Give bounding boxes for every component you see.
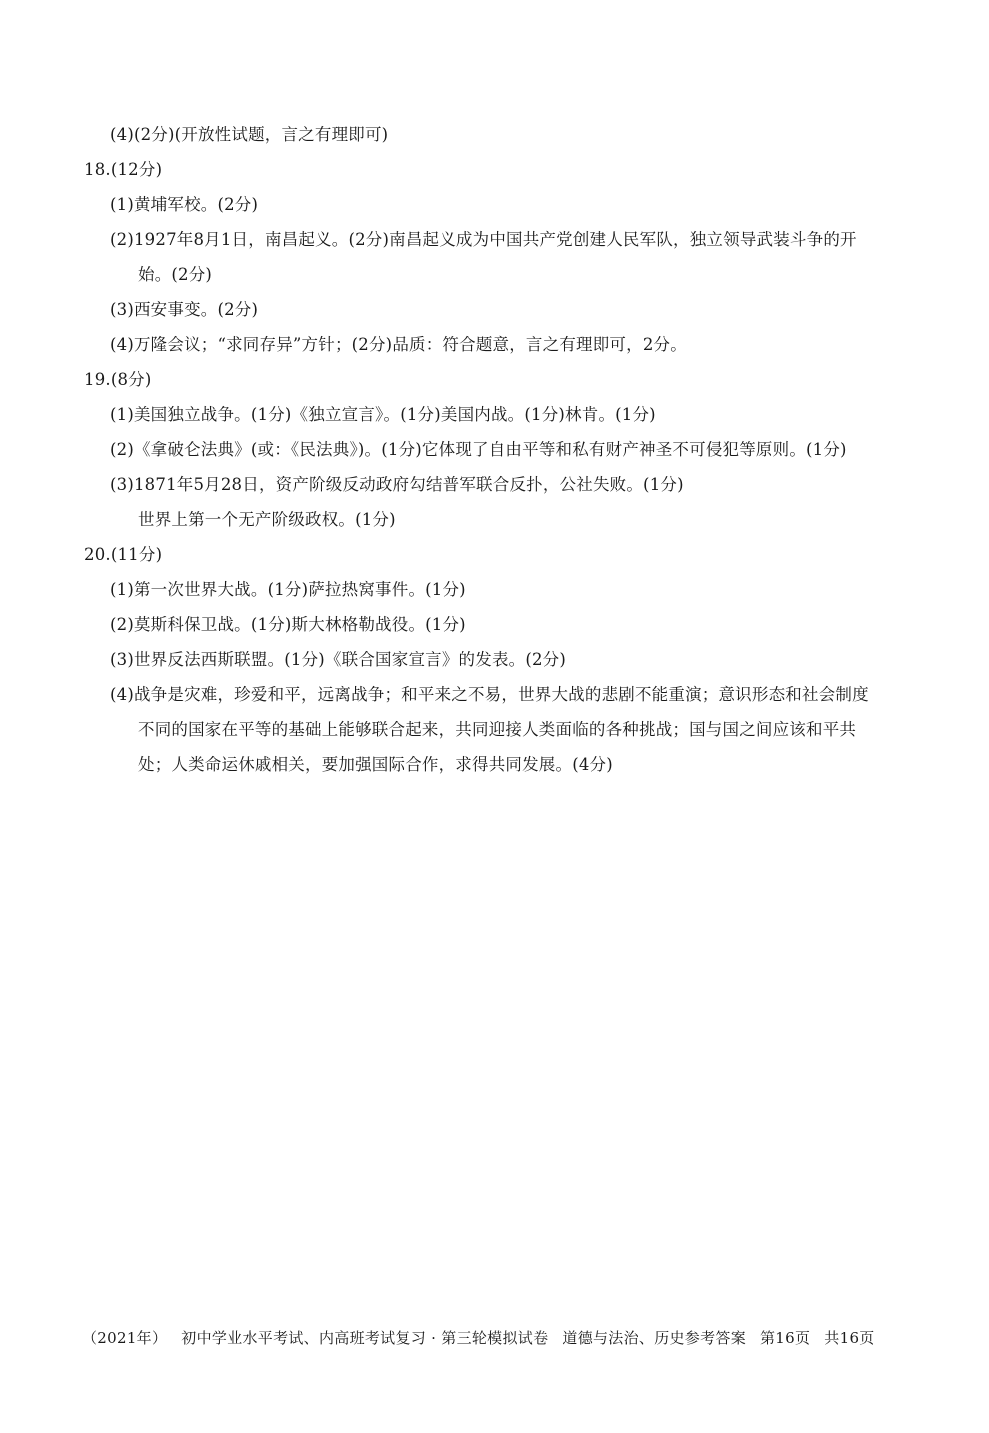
footer-title: 初中学业水平考试、内高班考试复习 · 第三轮模拟试卷 [181,1329,549,1347]
answer-q19-part3-cont: 世界上第一个无产阶级政权。(1分) [138,510,396,529]
answer-q17-part4: (4)(2分)(开放性试题，言之有理即可) [110,125,389,144]
answer-q18-part3: (3)西安事变。(2分) [110,300,259,319]
answer-q19-part3: (3)1871年5月28日，资产阶级反动政府勾结普军联合反扑，公社失败。(1分) [110,475,684,494]
footer-page-number: 第16页 [760,1329,811,1347]
question-18-header: 18.(12分) [84,160,163,179]
page-footer [82,1328,889,1348]
footer-total-pages: 共16页 [824,1329,875,1347]
answer-q18-part4: (4)万隆会议；“求同存异”方针；(2分)品质：符合题意，言之有理即可，2分。 [110,335,687,354]
question-19-header: 19.(8分) [84,370,152,389]
answer-q20-part3: (3)世界反法西斯联盟。(1分)《联合国家宣言》的发表。(2分) [110,650,567,669]
footer-year: （2021年） [82,1329,168,1347]
answer-q20-part1: (1)第一次世界大战。(1分)萨拉热窝事件。(1分) [110,580,466,599]
answer-q20-part4-cont2: 处；人类命运休戚相关，要加强国际合作，求得共同发展。(4分) [138,755,613,774]
answer-q18-part2: (2)1927年8月1日，南昌起义。(2分)南昌起义成为中国共产党创建人民军队，独立领导武装斗争的开 [110,230,857,249]
answer-q18-part1: (1)黄埔军校。(2分) [110,195,259,214]
answer-q18-part2-cont: 始。(2分) [138,265,213,284]
answer-q20-part4-cont1: 不同的国家在平等的基础上能够联合起来，共同迎接人类面临的各种挑战；国与国之间应该和平共 [138,720,857,739]
answer-q20-part4: (4)战争是灾难，珍爱和平，远离战争；和平来之不易，世界大战的悲剧不能重演；意识形态和社会制度 [110,685,869,704]
footer-subject: 道德与法治、历史参考答案 [562,1329,746,1347]
answer-q20-part2: (2)莫斯科保卫战。(1分)斯大林格勒战役。(1分) [110,615,466,634]
question-20-header: 20.(11分) [84,545,163,564]
answer-q19-part2: (2)《拿破仑法典》(或：《民法典》)。(1分)它体现了自由平等和私有财产神圣不可侵犯等原则。(1分) [110,440,847,459]
answer-q19-part1: (1)美国独立战争。(1分)《独立宣言》。(1分)美国内战。(1分)林肯。(1分) [110,405,656,424]
